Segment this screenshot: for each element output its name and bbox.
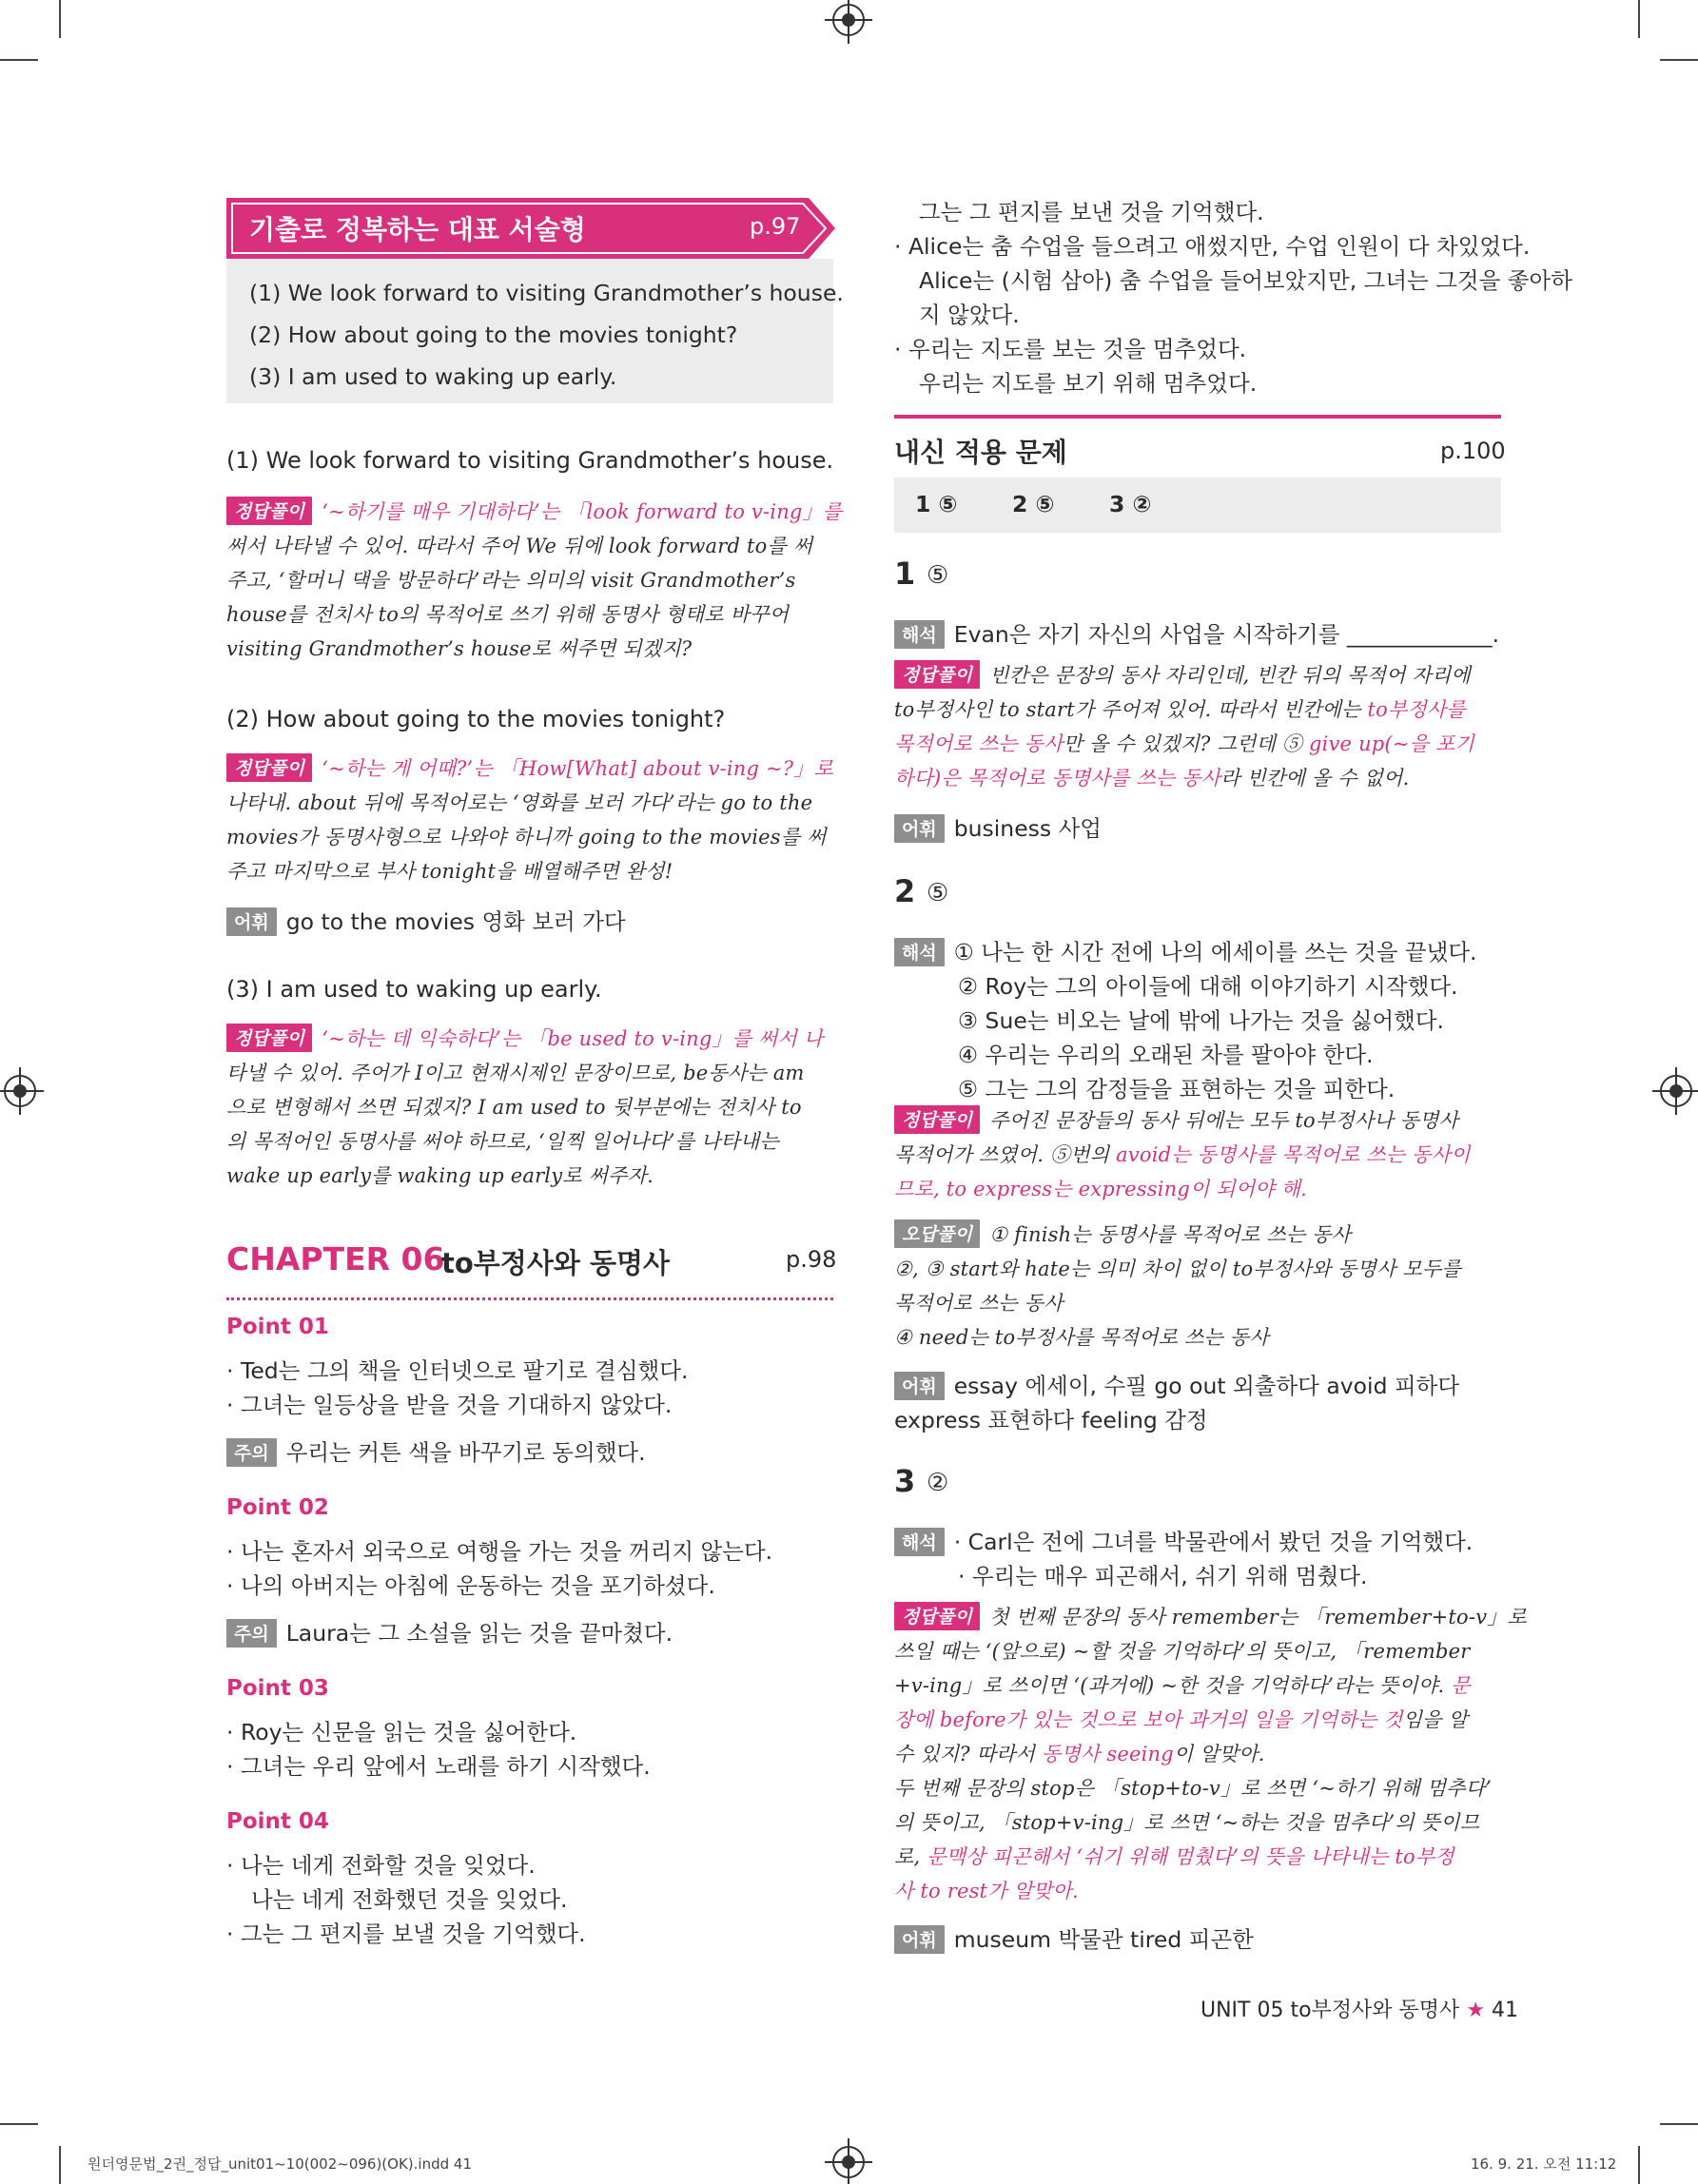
bullet-item: · Roy는 신문을 읽는 것을 싫어한다. (226, 1719, 577, 1745)
crop-mark (0, 2123, 38, 2125)
wrong-answer-line: 목적어로 쓰는 동사 (894, 1292, 1064, 1315)
chapter-title: to부정사와 동명사 (441, 1247, 670, 1279)
print-slug-date: 16. 9. 21. 오전 11:12 (1471, 2155, 1617, 2173)
point-title: Point 04 (226, 1809, 329, 1834)
explanation-line: 타낼 수 있어. 주어가 I이고 현재시제인 문장이므로, be동사는 am (226, 1062, 805, 1084)
answer-line: (2) How about going to the movies tonight? (249, 322, 738, 348)
vocab-tag: 어휘 (894, 814, 945, 843)
explanation-line: 하다)은 목적어로 동명사를 쓰는 동사라 빈칸에 올 수 없어. (894, 767, 1410, 790)
bullet-item-cont: 우리는 지도를 보기 위해 멈추었다. (919, 370, 1258, 397)
explanation-line: 정답풀이 ‘~하는 데 익숙하다’는 「be used to v-ing」를 써서 나 (226, 1024, 823, 1052)
banner-title: 기출로 정복하는 대표 서술형 (249, 214, 586, 245)
banner-page: p.97 (750, 213, 801, 240)
question-number: 2 (894, 873, 916, 909)
answer-tag: 정답풀이 (894, 1105, 980, 1134)
bullet-item: · 나의 아버지는 아침에 운동하는 것을 포기하셨다. (226, 1572, 715, 1599)
vocab-line: 어휘 business 사업 (894, 810, 1102, 843)
answer-line: (1) We look forward to visiting Grandmother’s house. (249, 280, 844, 306)
explanation-line: wake up early를 waking up early로 써주자. (226, 1164, 654, 1187)
translation-line: 해석 Evan은 자기 자신의 사업을 시작하기를 _____________. (894, 616, 1499, 649)
answer-key: 2 ⑤ (1012, 491, 1055, 517)
question-number: 3 (894, 1463, 916, 1499)
vocab-line: 어휘 essay 에세이, 수필 go out 외출하다 avoid 피하다 (894, 1368, 1459, 1400)
explanation-line: 주고, ‘할머니 댁을 방문하다’라는 의미의 visit Grandmother’s (226, 569, 796, 592)
question-answer: ⑤ (927, 561, 949, 590)
registration-mark-icon (832, 2146, 865, 2178)
explanation-line: 두 번째 문장의 stop은 「stop+to-v」로 쓰면 ‘~하기 위해 멈추다’ (894, 1777, 1493, 1800)
vocab-line: 어휘 go to the movies 영화 보러 가다 (226, 904, 626, 936)
answer-tag: 정답풀이 (894, 660, 980, 689)
translation-line: ⑤ 그는 그의 감정들을 표현하는 것을 피한다. (958, 1076, 1395, 1102)
vocab-tag: 어휘 (226, 907, 277, 936)
wrong-answer-line: ④ need는 to부정사를 목적어로 쓰는 동사 (894, 1326, 1269, 1349)
answer-box (226, 259, 844, 403)
answer-key-box (894, 478, 1501, 533)
explanation-line: to부정사인 to start가 주어져 있어. 따라서 빈칸에는 to부정사를 (894, 698, 1466, 721)
explanation-line: movies가 동명사형으로 나와야 하니까 going to the movies를 써 (226, 826, 827, 848)
note-tag: 주의 (226, 1438, 277, 1467)
answer-key: 1 ⑤ (915, 491, 958, 517)
translation-line: ④ 우리는 우리의 오래된 차를 팔아야 한다. (958, 1042, 1374, 1068)
explanation-line: 정답풀이 첫 번째 문장의 동사 remember는 「remember+to-v」로 (894, 1602, 1527, 1630)
translation-tag: 해석 (894, 620, 945, 649)
explanation-line: +v-ing」로 쓰이면 ‘(과거에) ~한 것을 기억하다’라는 뜻이야. 문 (894, 1674, 1471, 1697)
crop-mark (59, 0, 61, 38)
bullet-item: · 나는 혼자서 외국으로 여행을 가는 것을 꺼리지 않는다. (226, 1538, 773, 1565)
explanation-line: 로, 문맥상 피곤해서 ‘쉬기 위해 멈췄다’의 뜻을 나타내는 to부정 (894, 1845, 1454, 1868)
answer-tag: 정답풀이 (226, 497, 312, 525)
crop-mark (0, 59, 38, 61)
vocab-tag: 어휘 (894, 1925, 945, 1954)
bullet-item: · 우리는 지도를 보는 것을 멈추었다. (894, 336, 1247, 362)
question-answer: ② (927, 1469, 949, 1497)
question-heading: (1) We look forward to visiting Grandmother’s house. (226, 447, 834, 474)
section-divider (894, 415, 1501, 419)
translation-line: 해석 ① 나는 한 시간 전에 나의 에세이를 쓰는 것을 끝냈다. (894, 934, 1477, 966)
explanation-line: 나타내. about 뒤에 목적어로는 ‘영화를 보러 가다’라는 go to the (226, 791, 813, 814)
crop-mark (1638, 2146, 1640, 2184)
bullet-item-cont: 지 않았다. (919, 302, 1020, 328)
registration-mark-icon (4, 1075, 36, 1107)
wrong-answer-line: 오답풀이 ① finish는 동명사를 목적어로 쓰는 동사 (894, 1219, 1351, 1248)
note-tag: 주의 (226, 1619, 277, 1648)
chapter-label: CHAPTER 06 (226, 1240, 445, 1277)
vocab-line: 어휘 museum 박물관 tired 피곤한 (894, 1921, 1254, 1954)
translation-line: 해석 · Carl은 전에 그녀를 박물관에서 봤던 것을 기억했다. (894, 1524, 1473, 1556)
bullet-item: · 그녀는 우리 앞에서 노래를 하기 시작했다. (226, 1753, 651, 1780)
crop-mark (1660, 2123, 1698, 2125)
explanation-line: 목적어로 쓰는 동사만 올 수 있겠지? 그런데 ⑤ give up(~을 포기 (894, 732, 1474, 755)
explanation-line: 써서 나타낼 수 있어. 따라서 주어 We 뒤에 look forward to를 써 (226, 535, 813, 557)
point-title: Point 02 (226, 1495, 329, 1520)
translation-tag: 해석 (894, 938, 945, 966)
explanation-line: 정답풀이 빈칸은 문장의 동사 자리인데, 빈칸 뒤의 목적어 자리에 (894, 660, 1471, 689)
page-number: 41 (1492, 1999, 1519, 2022)
answer-tag: 정답풀이 (226, 753, 312, 782)
vocab-tag: 어휘 (894, 1372, 945, 1400)
answer-key: 3 ② (1109, 491, 1152, 517)
chapter-divider (226, 1297, 833, 1300)
translation-line: · 우리는 매우 피곤해서, 쉬기 위해 멈췄다. (958, 1563, 1368, 1589)
bullet-item-cont: Alice는 (시험 삼아) 춤 수업을 들어보았지만, 그녀는 그것을 좋아하 (919, 267, 1572, 294)
chapter-page: p.98 (786, 1246, 837, 1273)
explanation-line: 정답풀이 ‘~하기를 매우 기대하다’는 「look forward to v-ing」를 (226, 497, 842, 525)
bullet-item: · 그는 그 편지를 보낼 것을 기억했다. (226, 1921, 586, 1947)
explanation-line: 므로, to express는 expressing이 되어야 해. (894, 1178, 1308, 1200)
bullet-item: · Ted는 그의 책을 인터넷으로 팔기로 결심했다. (226, 1357, 689, 1384)
question-heading: (3) I am used to waking up early. (226, 976, 602, 1003)
print-slug-file: 원더영문법_2권_정답_unit01~10(002~096)(OK).indd 41 (88, 2155, 472, 2173)
translation-line: ③ Sue는 비오는 날에 밖에 나가는 것을 싫어했다. (958, 1007, 1445, 1034)
question-number: 1 (894, 556, 916, 592)
crop-mark (1660, 59, 1698, 61)
explanation-line: 정답풀이 ‘~하는 게 어때?’는 「How[What] about v-ing ~?」로 (226, 753, 833, 782)
point-title: Point 01 (226, 1315, 329, 1339)
registration-mark-icon (832, 4, 865, 36)
wrong-answer-line: ②, ③ start와 hate는 의미 차이 없이 to부정사와 동명사 모두를 (894, 1258, 1461, 1280)
explanation-line: 의 목적어인 동명사를 써야 하므로, ‘일찍 일어나다’를 나타내는 (226, 1130, 779, 1153)
crop-mark (59, 2146, 61, 2184)
answer-tag: 정답풀이 (226, 1024, 312, 1052)
vocab-line: express 표현하다 feeling 감정 (894, 1407, 1208, 1433)
answer-tag: 정답풀이 (894, 1602, 980, 1630)
question-answer: ⑤ (927, 879, 949, 907)
explanation-line: 주고 마지막으로 부사 tonight을 배열해주면 완성! (226, 860, 673, 883)
running-footer (1200, 1994, 1518, 2023)
crop-mark (1638, 0, 1640, 38)
explanation-line: 으로 변형해서 쓰면 되겠지? I am used to 뒷부분에는 전치사 to (226, 1096, 802, 1119)
point-title: Point 03 (226, 1676, 329, 1701)
answer-line: (3) I am used to waking up early. (249, 363, 617, 390)
bullet-item: · Alice는 춤 수업을 들으려고 애썼지만, 수업 인원이 다 차있었다. (894, 233, 1531, 260)
wrong-answer-tag: 오답풀이 (894, 1219, 980, 1248)
footer-unit: UNIT 05 to부정사와 동명사 (1200, 1999, 1460, 2022)
star-icon: ★ (1466, 1999, 1486, 2022)
explanation-line: house를 전치사 to의 목적어로 쓰기 위해 동명사 형태로 바꾸어 (226, 603, 790, 626)
translation-line: ② Roy는 그의 아이들에 대해 이야기하기 시작했다. (958, 973, 1458, 1000)
explanation-line: 정답풀이 주어진 문장들의 동사 뒤에는 모두 to부정사나 동명사 (894, 1105, 1458, 1134)
question-heading: (2) How about going to the movies tonight? (226, 706, 726, 732)
explanation-line: 수 있지? 따라서 동명사 seeing이 알맞아. (894, 1743, 1265, 1765)
note-line: 주의 Laura는 그 소설을 읽는 것을 끝마쳤다. (226, 1615, 673, 1648)
explanation-line: 사 to rest가 알맞아. (894, 1880, 1079, 1902)
bullet-item: · 나는 네게 전화할 것을 잊었다. (226, 1852, 536, 1879)
bullet-item: · 그녀는 일등상을 받을 것을 기대하지 않았다. (226, 1392, 673, 1418)
explanation-line: 장에 before가 있는 것으로 보아 과거의 일을 기억하는 것임을 알 (894, 1708, 1469, 1731)
explanation-line: 쓰일 때는 ‘(앞으로) ~할 것을 기억하다’의 뜻이고, 「remember (894, 1640, 1471, 1663)
explanation-line: visiting Grandmother’s house로 써주면 되겠지? (226, 637, 693, 660)
section-page: p.100 (1440, 438, 1506, 464)
note-line: 주의 우리는 커튼 색을 바꾸기로 동의했다. (226, 1434, 646, 1467)
bullet-item-cont: 그는 그 편지를 보낸 것을 기억했다. (919, 199, 1264, 225)
bullet-item-cont: 나는 네게 전화했던 것을 잊었다. (251, 1886, 568, 1913)
registration-mark-icon (1660, 1075, 1692, 1107)
translation-tag: 해석 (894, 1528, 945, 1556)
explanation-line: 목적어가 쓰였어. ⑤번의 avoid는 동명사를 목적어로 쓰는 동사이 (894, 1143, 1471, 1166)
section-banner (226, 198, 835, 259)
section-title: 내신 적용 문제 (894, 437, 1067, 468)
explanation-line: 의 뜻이고, 「stop+v-ing」로 쓰면 ‘~하는 것을 멈추다’의 뜻이므 (894, 1811, 1480, 1834)
